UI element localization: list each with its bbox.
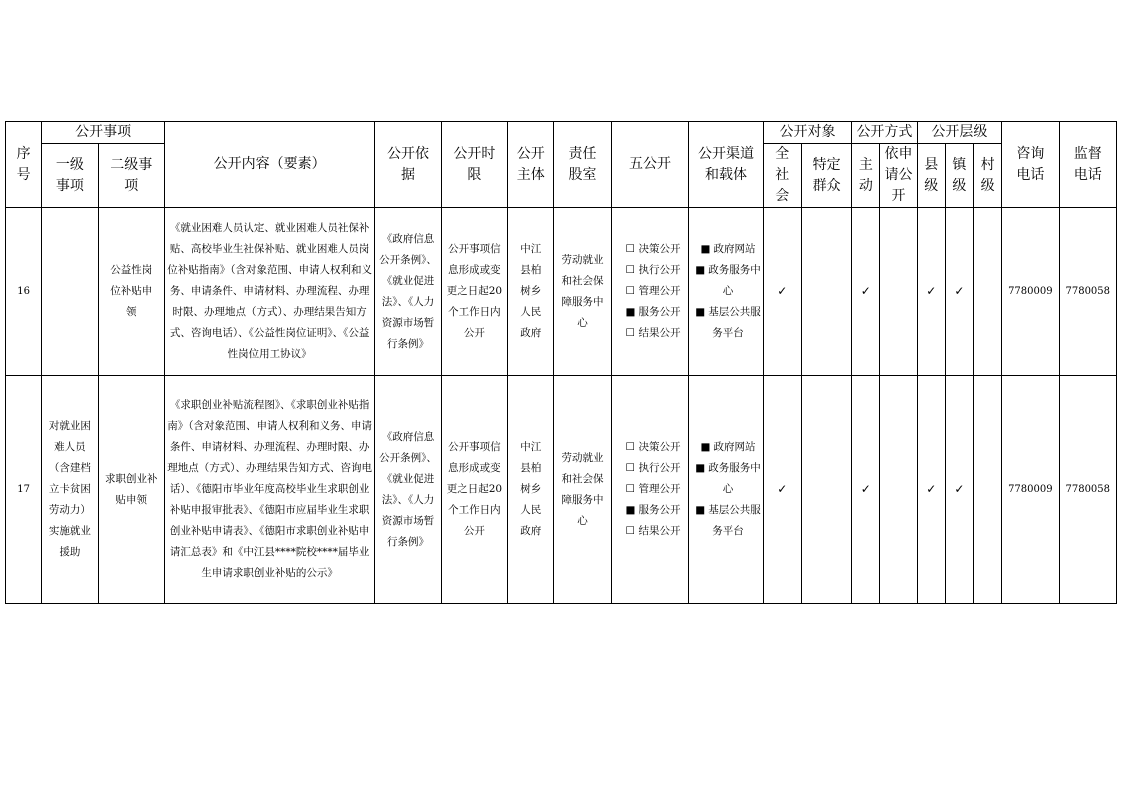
five-open-item: ☐ 执行公开 <box>625 462 681 474</box>
row-village-check <box>973 208 1001 376</box>
header-consult: 咨询电话 <box>1002 122 1059 208</box>
row-supervise-phone: 7780058 <box>1059 376 1116 604</box>
row-time-limit: 公开事项信息形成或变更之日起20个工作日内公开 <box>441 208 507 376</box>
header-on-request: 依申请公开 <box>880 144 917 208</box>
five-open-item: ☐ 结果公开 <box>625 525 681 537</box>
row-seq: 16 <box>6 208 42 376</box>
header-content: 公开内容（要素） <box>164 122 374 208</box>
channel-item: ■ 政务服务中心 <box>695 462 761 495</box>
header-level1: 一级事项 <box>42 144 98 208</box>
table-row <box>6 376 1117 604</box>
header-five-open: 五公开 <box>611 122 688 208</box>
row-consult-phone: 7780009 <box>1002 208 1059 376</box>
row-five-open <box>611 208 688 376</box>
row-level1 <box>42 208 98 376</box>
header-seq: 序号 <box>6 122 42 208</box>
header-subject: 公开主体 <box>508 122 554 208</box>
five-open-item: ☐ 管理公开 <box>625 483 681 495</box>
row-active-check: ✓ <box>852 376 880 604</box>
row-on-request-check <box>880 376 917 604</box>
row-channels <box>689 208 763 376</box>
row-supervise-phone: 7780058 <box>1059 208 1116 376</box>
five-open-item: ☐ 管理公开 <box>625 285 681 297</box>
header-dept: 责任股室 <box>554 122 611 208</box>
five-open-item: ☐ 决策公开 <box>625 441 681 453</box>
row-content: 《就业困难人员认定、就业困难人员社保补贴、高校毕业生社保补贴、就业困难人员岗位补贴指南》（含对象范围、申请人权利和义务、申请条件、申请材料、办理流程、办理时限、办理地点（方式）、办理结果告知方式、咨询电话）、《公益性岗位证明》、《公益性岗位用工协议》 <box>164 208 374 376</box>
row-town-check: ✓ <box>945 208 973 376</box>
row-level1: 对就业困难人员（含建档立卡贫困劳动力）实施就业援助 <box>42 376 98 604</box>
row-consult-phone: 7780009 <box>1002 376 1059 604</box>
five-open-item: ■ 服务公开 <box>625 306 681 318</box>
row-basis: 《政府信息公开条例》、《就业促进法》、《人力资源市场暂行条例》 <box>375 208 441 376</box>
row-channels <box>689 376 763 604</box>
header-time-limit: 公开时限 <box>441 122 507 208</box>
row-basis: 《政府信息公开条例》、《就业促进法》、《人力资源市场暂行条例》 <box>375 376 441 604</box>
row-town-check: ✓ <box>945 376 973 604</box>
channel-item: ■ 政府网站 <box>700 441 756 453</box>
header-village: 村级 <box>973 144 1001 208</box>
header-county: 县级 <box>917 144 945 208</box>
five-open-item: ☐ 决策公开 <box>625 243 681 255</box>
header-basis: 公开依据 <box>375 122 441 208</box>
row-society-check: ✓ <box>763 376 801 604</box>
channel-item: ■ 基层公共服务平台 <box>695 306 761 339</box>
header-supervise: 监督电话 <box>1059 122 1116 208</box>
row-subject: 中江县柏树乡人民政府 <box>508 208 554 376</box>
row-on-request-check <box>880 208 917 376</box>
header-specific: 特定群众 <box>801 144 851 208</box>
header-town: 镇级 <box>945 144 973 208</box>
five-open-item: ■ 服务公开 <box>625 504 681 516</box>
row-active-check: ✓ <box>852 208 880 376</box>
row-level2: 公益性岗位补贴申领 <box>98 208 164 376</box>
row-time-limit: 公开事项信息形成或变更之日起20个工作日内公开 <box>441 376 507 604</box>
five-open-item: ☐ 执行公开 <box>625 264 681 276</box>
header-active: 主动 <box>852 144 880 208</box>
row-dept: 劳动就业和社会保障服务中心 <box>554 208 611 376</box>
row-specific-check <box>801 208 851 376</box>
row-specific-check <box>801 376 851 604</box>
row-five-open <box>611 376 688 604</box>
row-content: 《求职创业补贴流程图》、《求职创业补贴指南》（含对象范围、申请人权利和义务、申请条件、申请材料、办理流程、办理时限、办理地点（方式）、办理结果告知方式、咨询电话）、《德阳市毕业年度高校毕业生求职创业补贴申报审批表》、《德阳市应届毕业生求职创业补贴申请表》、《德阳市求职创业补贴申请汇总表》和《中江县****院校****届毕业生申请求职创业补贴的公示》 <box>164 376 374 604</box>
five-open-item: ☐ 结果公开 <box>625 327 681 339</box>
row-seq: 17 <box>6 376 42 604</box>
header-channel: 公开渠道和载体 <box>689 122 763 208</box>
row-village-check <box>973 376 1001 604</box>
channel-item: ■ 政务服务中心 <box>695 264 761 297</box>
disclosure-table <box>5 121 1117 604</box>
header-group-target: 公开对象 <box>763 122 852 144</box>
channel-item: ■ 政府网站 <box>700 243 756 255</box>
row-subject: 中江县柏树乡人民政府 <box>508 376 554 604</box>
row-county-check: ✓ <box>917 208 945 376</box>
header-group-level: 公开层级 <box>917 122 1002 144</box>
channel-item: ■ 基层公共服务平台 <box>695 504 761 537</box>
header-level2: 二级事项 <box>98 144 164 208</box>
header-society: 全社会 <box>763 144 801 208</box>
row-society-check: ✓ <box>763 208 801 376</box>
header-group-item: 公开事项 <box>42 122 165 144</box>
table-row <box>6 208 1117 376</box>
row-county-check: ✓ <box>917 376 945 604</box>
row-dept: 劳动就业和社会保障服务中心 <box>554 376 611 604</box>
header-group-method: 公开方式 <box>852 122 917 144</box>
row-level2: 求职创业补贴申领 <box>98 376 164 604</box>
